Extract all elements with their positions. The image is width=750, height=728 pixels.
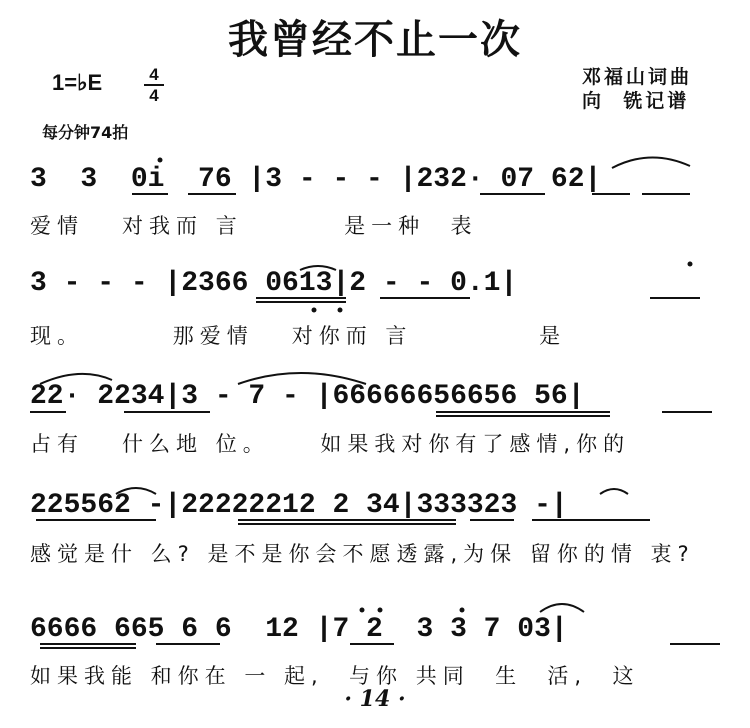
slur-arc <box>116 488 156 494</box>
time-signature-bottom: 4 <box>149 86 159 105</box>
slur-arc <box>600 489 628 494</box>
lyric-row-1: 爱情 对我而 言 是一种 表 <box>30 214 478 238</box>
lyric-row-3: 占有 什么地 位。 如果我对你有了感情,你的 <box>30 432 631 456</box>
notation-row-5: 6666 665 6 6 12 |7 2 3 3 7 03| <box>30 614 568 645</box>
octave-dot <box>158 158 163 163</box>
slur-arc <box>540 604 584 612</box>
lyric-row-2: 现。 那爱情 对你而 言 是 <box>30 324 567 348</box>
octave-dot <box>312 308 317 313</box>
slur-arc <box>300 266 336 270</box>
octave-dot <box>378 608 383 613</box>
notation-row-1: 3 3 0i 76 |3 - - - |232· 07 62| <box>30 164 602 195</box>
tempo-marking: 每分钟74拍 <box>42 123 129 142</box>
octave-dot <box>338 308 343 313</box>
credit-transcriber: 向 铣记谱 <box>582 90 690 112</box>
octave-dot <box>460 608 465 613</box>
lyric-row-4: 感觉是什 么? 是不是你会不愿透露,为保 留你的情 衷? <box>30 542 695 566</box>
lyric-row-5: 如果我能 和你在 一 起, 与你 共同 生 活, 这 <box>30 664 640 688</box>
page-number: · 14 · <box>344 686 406 712</box>
octave-dot <box>688 262 693 267</box>
credit-lyricist-composer: 邓福山词曲 <box>582 66 693 88</box>
slur-arc <box>40 374 112 384</box>
song-title: 我曾经不止一次 <box>228 16 522 63</box>
notation-row-2: 3 - - - |2366 0613|2 - - 0.1| <box>30 268 518 299</box>
time-signature-top: 4 <box>149 65 159 84</box>
octave-dot <box>360 608 365 613</box>
notation-row-4: 225562 -|22222212 2 34|333323 -| <box>30 490 568 521</box>
key-signature: 1=♭E <box>52 70 103 95</box>
slur-arc <box>612 157 690 168</box>
slur-arc <box>238 373 366 384</box>
notation-row-3: 22· 2234|3 - 7 - |66666656656 56| <box>30 381 585 412</box>
